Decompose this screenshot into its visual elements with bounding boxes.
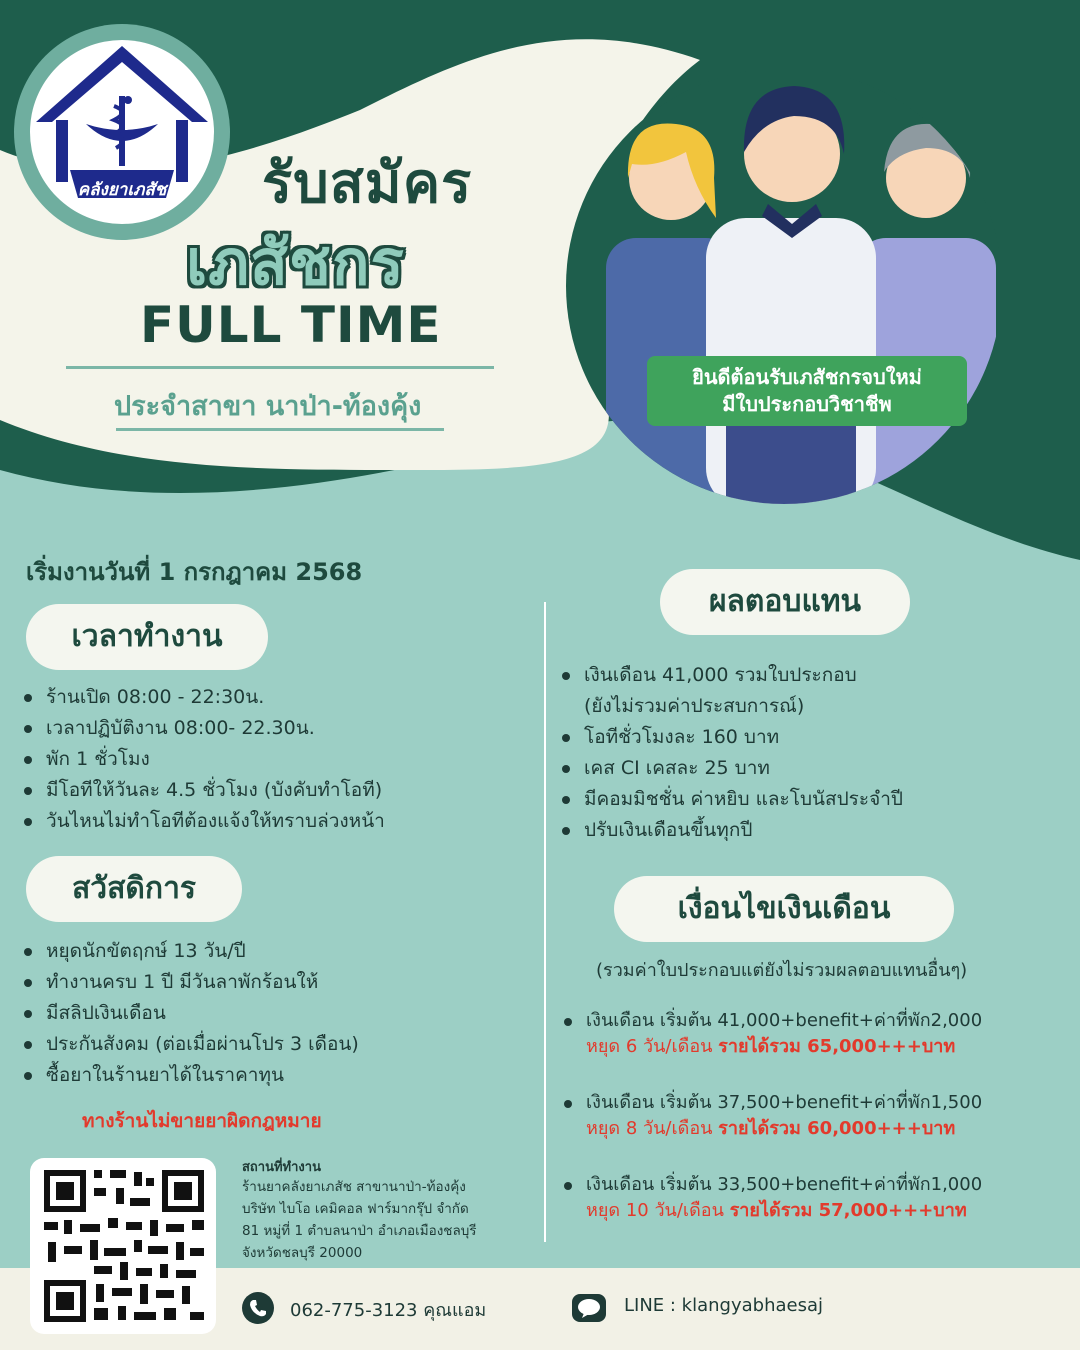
- total-income: รายได้รวม 57,000+++บาท: [729, 1200, 967, 1221]
- headline-full-time: FULL TIME: [140, 296, 442, 354]
- working-hours-title: เวลาทำงาน: [71, 619, 223, 654]
- welcome-line-2: มีใบประกอบวิชาชีพ: [722, 392, 892, 416]
- list-item: มีคอมมิชชั่น ค่าหยิบ และโบนัสประจำปี: [562, 784, 903, 815]
- start-date: เริ่มงานวันที่ 1 กรกฎาคม 2568: [26, 558, 363, 586]
- address-line: บริษัท ไบโอ เคมิคอล ฟาร์มากรุ๊ป จำกัด: [242, 1201, 469, 1217]
- list-item: วันไหนไม่ทำโอทีต้องแจ้งให้ทราบล่วงหน้า: [24, 806, 385, 837]
- compensation-list: [562, 660, 903, 846]
- list-item-note: (ยังไม่รวมค่าประสบการณ์): [584, 695, 805, 717]
- address-line: จังหวัดชลบุรี 20000: [242, 1245, 363, 1261]
- salary-option-line: เงินเดือน เริ่มต้น 33,500+benefit+ค่าที่พัก1,000: [564, 1172, 982, 1198]
- salary-option-line: เงินเดือน เริ่มต้น 37,500+benefit+ค่าที่พัก1,500: [564, 1090, 982, 1116]
- salary-option-line: เงินเดือน เริ่มต้น 41,000+benefit+ค่าที่พัก2,000: [564, 1008, 982, 1034]
- welfare-title: สวัสดิการ: [71, 871, 197, 906]
- list-item: หยุดนักขัตฤกษ์ 13 วัน/ปี: [24, 936, 359, 967]
- list-item: โอทีชั่วโมงละ 160 บาท: [562, 722, 903, 753]
- divider-line: [66, 366, 494, 369]
- salary-option-days: [564, 1034, 982, 1060]
- logo-text: คลังยาเภสัช: [77, 180, 167, 200]
- workplace-address: [242, 1176, 477, 1264]
- headline-pharmacist: เภสัชกร: [186, 226, 405, 299]
- line-glyph: [572, 1294, 606, 1322]
- welfare-heading: [26, 856, 242, 922]
- welcome-line-1: ยินดีต้อนรับเภสัชกรจบใหม่: [692, 365, 922, 389]
- list-item: ประกันสังคม (ต่อเมื่อผ่านโปร 3 เดือน): [24, 1029, 359, 1060]
- salary-option: [564, 1172, 982, 1224]
- staff-illustration-icon: [566, 68, 1002, 504]
- salary-option: [564, 1090, 982, 1142]
- total-income: รายได้รวม 60,000+++บาท: [718, 1118, 956, 1139]
- compensation-heading: [660, 569, 910, 635]
- days-off: หยุด 10 วัน/เดือน: [586, 1200, 724, 1221]
- column-divider: [544, 602, 546, 1242]
- list-item: ร้านเปิด 08:00 - 22:30น.: [24, 682, 385, 713]
- qr-code[interactable]: [30, 1158, 216, 1334]
- line-id[interactable]: LINE : klangyabhaesaj: [624, 1295, 824, 1316]
- workplace-title: สถานที่ทำงาน: [242, 1160, 321, 1175]
- salary-conditions-heading: [614, 876, 954, 942]
- line-app-icon[interactable]: [572, 1294, 606, 1322]
- list-item: ปรับเงินเดือนขึ้นทุกปี: [562, 815, 903, 846]
- working-hours-list: [24, 682, 385, 837]
- welcome-banner: [647, 356, 967, 426]
- total-income: รายได้รวม 65,000+++บาท: [718, 1036, 956, 1057]
- legal-notice: ทางร้านไม่ขายยาผิดกฎหมาย: [82, 1110, 322, 1132]
- list-item: ทำงานครบ 1 ปี มีวันลาพักร้อนให้: [24, 967, 359, 998]
- address-line: ร้านยาคลังยาเภสัช สาขานาป่า-ท้องคุ้ง: [242, 1179, 466, 1195]
- salary-conditions-note: (รวมค่าใบประกอบแต่ยังไม่รวมผลตอบแทนอื่นๆ): [596, 960, 968, 981]
- salary-option-days: [564, 1116, 982, 1142]
- days-off: หยุด 6 วัน/เดือน: [586, 1036, 713, 1057]
- list-item: พัก 1 ชั่วโมง: [24, 744, 385, 775]
- days-off: หยุด 8 วัน/เดือน: [586, 1118, 713, 1139]
- salary-option: [564, 1008, 982, 1060]
- list-item: มีโอทีให้วันละ 4.5 ชั่วโมง (บังคับทำโอที): [24, 775, 385, 806]
- divider-line: [116, 428, 444, 431]
- list-item: เงินเดือน 41,000 รวมใบประกอบ: [562, 660, 903, 691]
- list-item: เวลาปฏิบัติงาน 08:00- 22.30น.: [24, 713, 385, 744]
- branch-label: ประจำสาขา นาป่า-ท้องคุ้ง: [114, 391, 422, 422]
- address-line: 81 หมู่ที่ 1 ตำบลนาป่า อำเภอเมืองชลบุรี: [242, 1223, 477, 1239]
- salary-conditions-title: เงื่อนไขเงินเดือน: [677, 891, 891, 926]
- staff-illustration: [566, 68, 1002, 504]
- phone-number[interactable]: 062-775-3123 คุณแอม: [290, 1300, 487, 1321]
- compensation-title: ผลตอบแทน: [708, 584, 862, 619]
- list-item: ซื้อยาในร้านยาได้ในราคาทุน: [24, 1060, 359, 1091]
- phone-icon[interactable]: [242, 1292, 274, 1324]
- welfare-list: [24, 936, 359, 1091]
- list-item: เคส CI เคสละ 25 บาท: [562, 753, 903, 784]
- qr-code-icon: [30, 1158, 216, 1334]
- pharmacy-logo: [30, 40, 214, 224]
- list-item: มีสลิปเงินเดือน: [24, 998, 359, 1029]
- working-hours-heading: [26, 604, 268, 670]
- phone-glyph: [242, 1292, 274, 1324]
- salary-option-days: [564, 1198, 982, 1224]
- headline-recruit: รับสมัคร: [262, 151, 473, 216]
